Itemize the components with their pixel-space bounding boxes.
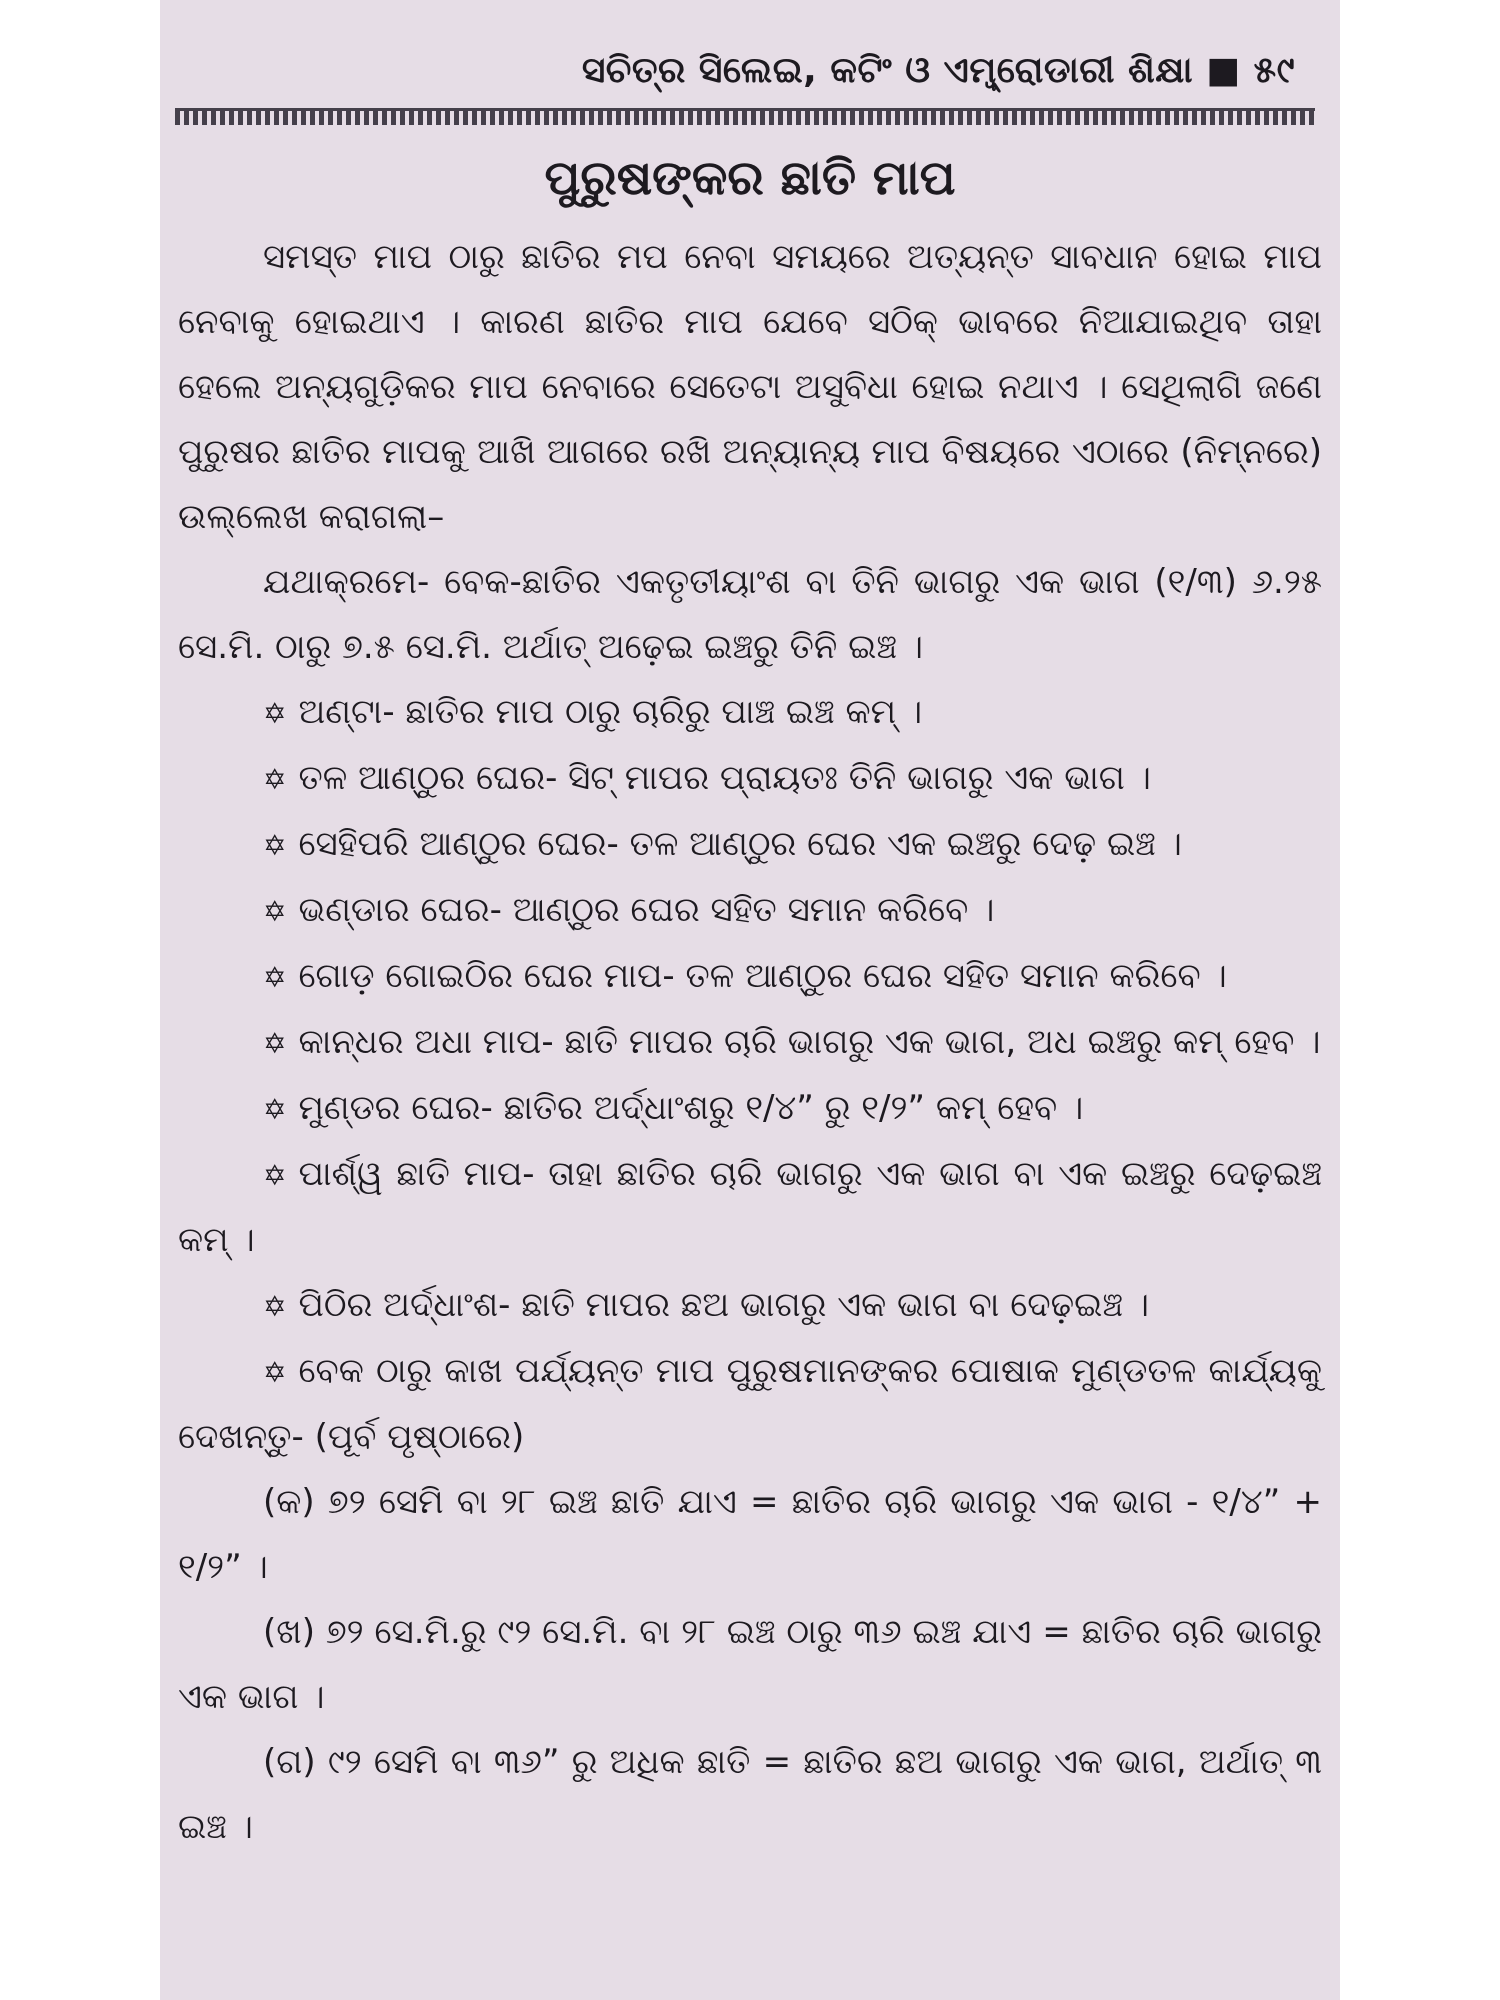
bullet-paragraph: [178, 746, 1322, 812]
bullet-paragraph: [178, 1273, 1322, 1339]
bullet-paragraph: [178, 680, 1322, 746]
paragraph: [178, 1470, 1322, 1600]
paragraph-text: ଗୋଡ଼ ଗୋଇଠିର ଘେର ମାପ- ତଳ ଆଣ୍ଠୁର ଘେର ସହିତ ସମାନ କରିବେ ।: [298, 956, 1227, 996]
paragraph-text: (ଖ) ୭୨ ସେ.ମି.ରୁ ୯୨ ସେ.ମି. ବା ୨୮ ଇଞ୍ଚ ଠାରୁ ୩୬ ଇଞ୍ଚ ଯାଏ = ଛାତିର ଚାରି ଭାଗରୁ ଏକ ଭାଗ ।: [178, 1612, 1322, 1717]
header-rule: [175, 108, 1315, 125]
star-bullet-icon: ✡: [263, 829, 287, 862]
bullet-paragraph: [178, 1339, 1322, 1470]
star-bullet-icon: ✡: [263, 763, 287, 796]
star-bullet-icon: ✡: [263, 1290, 287, 1323]
page-title: ପୁରୁଷଙ୍କର ଛାତି ମାପ: [544, 150, 956, 206]
paragraph-text: ଅଣ୍ଟା- ଛାତିର ମାପ ଠାରୁ ଚାରିରୁ ପାଞ୍ଚ ଇଞ୍ଚ କମ୍ ।: [298, 692, 923, 732]
bullet-paragraph: [178, 1010, 1322, 1076]
paragraph-text: ବେକ ଠାରୁ କାଖ ପର୍ଯ୍ୟନ୍ତ ମାପ ପୁରୁଷମାନଙ୍କର ପୋଷାକ ମୁଣ୍ଡତଳ କାର୍ଯ୍ୟକୁ ଦେଖନ୍ତୁ- (ପୂର୍ବ ପୃଷ୍ଠାରେ): [178, 1351, 1322, 1457]
bullet-paragraph: [178, 812, 1322, 878]
paragraph-text: ସମସ୍ତ ମାପ ଠାରୁ ଛାତିର ମପ ନେବା ସମୟରେ ଅତ୍ୟନ୍ତ ସାବଧାନ ହୋଇ ମାପ ନେବାକୁ ହୋଇଥାଏ । କାରଣ ଛାତିର ମାପ ଯେବେ ସଠିକ୍ ଭାବରେ ନିଆଯାଇଥିବ ତାହା ହେଲେ ଅନ୍ୟଗୁଡ଼ିକର ମାପ ନେବାରେ ସେତେଟା ଅସୁବିଧା ହୋଇ ନଥାଏ । ସେଥିଲାଗି ଜଣେ ପୁରୁଷର ଛାତିର ମାପକୁ ଆଖି ଆଗରେ ରଖି ଅନ୍ୟାନ୍ୟ ମାପ ବିଷୟରେ ଏଠାରେ (ନିମ୍ନରେ) ଉଲ୍ଲେଖ କରାଗଲା–: [178, 237, 1322, 537]
bullet-paragraph: [178, 1076, 1322, 1142]
star-bullet-icon: ✡: [263, 1356, 287, 1389]
running-header: ସଚିତ୍ର ସିଲେଇ, କଟିଂ ଓ ଏମ୍ବ୍ରୋଡାରୀ ଶିକ୍ଷା ■ ୫୯: [581, 50, 1295, 91]
paragraph-text: (କ) ୭୨ ସେମି ବା ୨୮ ଇଞ୍ଚ ଛାତି ଯାଏ = ଛାତିର ଚାରି ଭାଗରୁ ଏକ ଭାଗ - ୧/୪” + ୧/୨” ।: [178, 1482, 1322, 1587]
paragraph: [178, 1600, 1322, 1730]
bullet-paragraph: [178, 878, 1322, 944]
book-page: [160, 0, 1340, 2000]
paragraph-text: ଯଥାକ୍ରମେ- ବେକ-ଛାତିର ଏକତୃତୀୟାଂଶ ବା ତିନି ଭାଗରୁ ଏକ ଭାଗ (୧/୩) ୬.୨୫ ସେ.ମି. ଠାରୁ ୭.୫ ସେ.ମି. ଅର୍ଥାତ୍ ଅଢ଼େଇ ଇଞ୍ଚରୁ ତିନି ଇଞ୍ଚ ।: [178, 562, 1322, 667]
paragraph: [178, 225, 1322, 550]
paragraph-text: ମୁଣ୍ଡର ଘେର- ଛାତିର ଅର୍ଦ୍ଧାଂଶରୁ ୧/୪” ରୁ ୧/୨” କମ୍ ହେବ ।: [298, 1088, 1084, 1128]
star-bullet-icon: ✡: [263, 961, 287, 994]
bullet-paragraph: [178, 1142, 1322, 1273]
paragraph-text: ପିଠିର ଅର୍ଦ୍ଧାଂଶ- ଛାତି ମାପର ଛଅ ଭାଗରୁ ଏକ ଭାଗ ବା ଦେଢ଼ଇଞ୍ଚ ।: [298, 1285, 1150, 1325]
star-bullet-icon: ✡: [263, 1093, 287, 1126]
paragraph-text: (ଗ) ୯୨ ସେମି ବା ୩୬” ରୁ ଅଧିକ ଛାତି = ଛାତିର ଛଅ ଭାଗରୁ ଏକ ଭାଗ, ଅର୍ଥାତ୍ ୩ ଇଞ୍ଚ ।: [178, 1742, 1322, 1847]
paragraph: [178, 550, 1322, 680]
bullet-paragraph: [178, 944, 1322, 1010]
article-body: [178, 225, 1322, 1860]
star-bullet-icon: ✡: [263, 1159, 287, 1192]
paragraph-text: ସେହିପରି ଆଣ୍ଠୁର ଘେର- ତଳ ଆଣ୍ଠୁର ଘେର ଏକ ଇଞ୍ଚରୁ ଦେଢ଼ ଇଞ୍ଚ ।: [298, 824, 1182, 864]
paragraph-text: ଭଣ୍ଡାର ଘେର- ଆଣ୍ଠୁର ଘେର ସହିତ ସମାନ କରିବେ ।: [298, 890, 995, 930]
star-bullet-icon: ✡: [263, 697, 287, 730]
paragraph-text: କାନ୍ଧର ଅଧା ମାପ- ଛାତି ମାପର ଚାରି ଭାଗରୁ ଏକ ଭାଗ, ଅଧ ଇଞ୍ଚରୁ କମ୍ ହେବ ।: [298, 1022, 1321, 1062]
paragraph-text: ପାର୍ଶ୍ୱ ଛାତି ମାପ- ତାହା ଛାତିର ଚାରି ଭାଗରୁ ଏକ ଭାଗ ବା ଏକ ଇଞ୍ଚରୁ ଦେଢ଼ଇଞ୍ଚ କମ୍ ।: [178, 1154, 1322, 1260]
paragraph-text: ତଳ ଆଣ୍ଠୁର ଘେର- ସିଟ୍ ମାପର ପ୍ରାୟତଃ ତିନି ଭାଗରୁ ଏକ ଭାଗ ।: [298, 758, 1151, 798]
star-bullet-icon: ✡: [263, 1027, 287, 1060]
paragraph: [178, 1730, 1322, 1860]
star-bullet-icon: ✡: [263, 895, 287, 928]
